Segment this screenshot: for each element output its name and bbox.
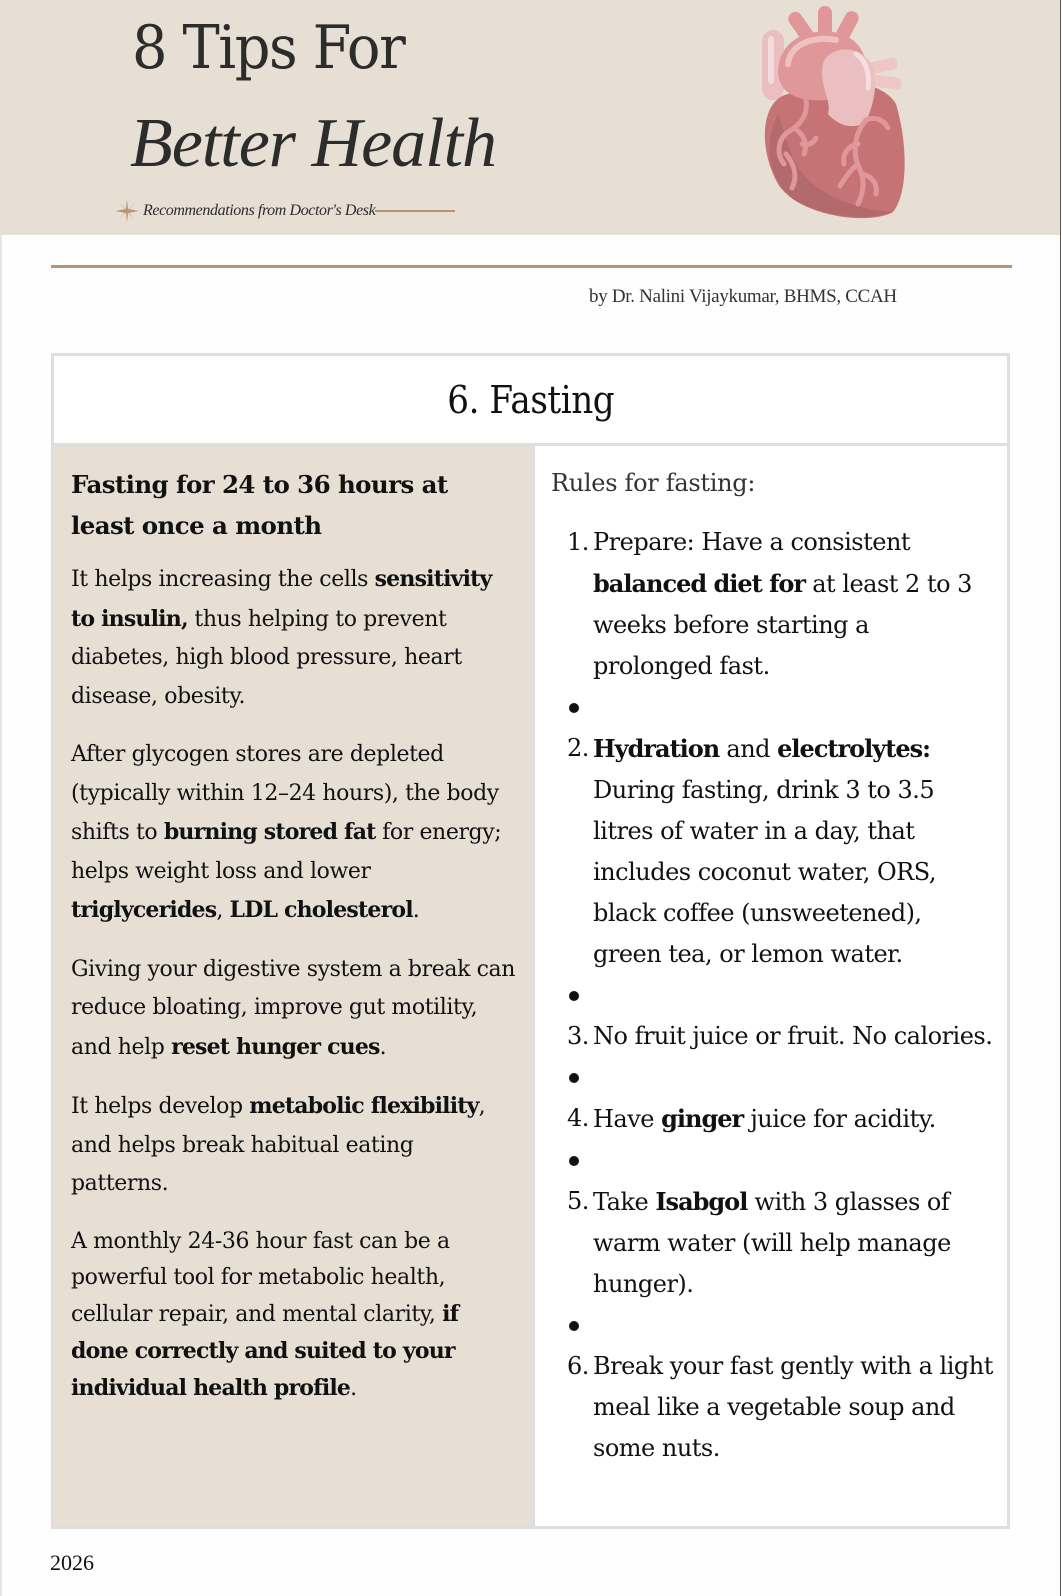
benefits-column: [54, 446, 535, 1526]
body-text: Break your fast gently with a light meal like a vegetable soup and some nuts.: [593, 1352, 993, 1462]
bullet-dot-icon: [569, 703, 579, 713]
body-text: .: [412, 898, 420, 923]
heart-illustration-icon: [758, 4, 918, 226]
author-byline: by Dr. Nalini Vijaykumar, BHMS, CCAH: [589, 286, 897, 307]
empty-bullet: [551, 975, 993, 1016]
emphasis-text: if done correctly and suited to your individual health profile: [71, 1300, 459, 1401]
emphasis-text: sensitivity to insulin,: [71, 566, 492, 632]
rule-number: [551, 1181, 593, 1305]
rule-number: [551, 1016, 593, 1057]
subtitle-row: [114, 197, 455, 225]
body-text: It helps develop: [71, 1094, 250, 1119]
body-text: .: [379, 1034, 387, 1060]
benefit-paragraphs: [71, 560, 516, 1407]
title-line-1: 8 Tips For: [132, 13, 405, 83]
rule-number: [551, 728, 593, 975]
body-text: , and helps break habitual eating patterns.: [71, 1094, 486, 1196]
rule-number-label: 6.: [567, 1352, 589, 1380]
body-text: juice for acidity.: [743, 1105, 936, 1133]
emphasis-text: burning stored fat: [163, 819, 376, 845]
tip-card: [51, 353, 1010, 1529]
empty-bullet: [551, 1140, 993, 1181]
header-banner: [0, 0, 1061, 235]
body-text: for energy; helps weight loss and lower: [71, 820, 502, 884]
emphasis-text: electrolytes:: [777, 734, 930, 763]
body-text: During fasting, drink 3 to 3.5 litres of water in a day, that includes coconut water, ORS, black coffee (unsweetened), green tea, or lemon water.: [593, 776, 936, 968]
rule-text: [593, 728, 993, 975]
body-text: .: [350, 1375, 357, 1401]
rule-item: [551, 522, 993, 687]
body-text: A monthly 24-36 hour fast can be a powerful tool for metabolic health, cellular repair, and mental clarity,: [71, 1228, 450, 1327]
rule-text: [593, 1346, 993, 1469]
rules-heading: Rules for fasting:: [551, 469, 756, 497]
rules-column: [535, 446, 1007, 1526]
body-text: Take: [593, 1188, 656, 1216]
rule-text: [593, 1016, 993, 1057]
rule-text: [593, 522, 993, 687]
emphasis-text: ginger: [661, 1104, 744, 1133]
emphasis-text: reset hunger cues: [171, 1033, 380, 1060]
rule-number-label: 3.: [567, 1022, 589, 1050]
rule-item: [551, 728, 993, 975]
benefit-paragraph: [71, 736, 516, 931]
empty-bullet: [551, 1057, 993, 1098]
emphasis-text: triglycerides: [71, 897, 217, 923]
emphasis-text: metabolic flexibility: [249, 1093, 479, 1119]
emphasis-text: LDL cholesterol: [229, 897, 413, 923]
body-text: with 3 glasses of warm water (will help manage hunger).: [593, 1188, 951, 1298]
footer-year: 2026: [50, 1550, 94, 1575]
benefit-paragraph: [71, 560, 516, 716]
rule-number-label: 2.: [567, 734, 589, 762]
sparkle-star-icon: [114, 198, 140, 224]
rule-number-label: 4.: [567, 1104, 589, 1132]
rule-item: [551, 1098, 993, 1140]
card-header: [54, 356, 1007, 446]
body-text: It helps increasing the cells: [71, 567, 375, 592]
emphasis-text: balanced diet for: [593, 569, 806, 598]
rule-text: [593, 1098, 993, 1140]
card-title: 6. Fasting: [447, 377, 614, 422]
subtitle: Recommendations from Doctor's Desk: [143, 202, 376, 219]
body-text: Have: [593, 1105, 662, 1133]
emphasis-text: Hydration: [593, 734, 720, 763]
rule-number: [551, 522, 593, 687]
bullet-dot-icon: [569, 1321, 579, 1331]
bullet-dot-icon: [569, 1073, 579, 1083]
body-text: thus helping to prevent diabetes, high blood pressure, heart disease, obesity.: [71, 606, 462, 709]
lead-heading: Fasting for 24 to 36 hours at least once a month: [71, 470, 448, 540]
subtitle-rule: [375, 210, 455, 212]
divider-rule: [51, 265, 1012, 268]
emphasis-text: Isabgol: [655, 1187, 748, 1216]
benefit-paragraph: [71, 1224, 516, 1407]
body-text: Prepare: Have a consistent: [593, 528, 911, 556]
body-text: at least 2 to 3 weeks before starting a prolonged fast.: [593, 570, 972, 680]
body-text: No fruit juice or fruit. No calories.: [593, 1022, 993, 1050]
bullet-dot-icon: [569, 1156, 579, 1166]
rule-item: [551, 1346, 993, 1469]
rule-item: [551, 1016, 993, 1057]
page-right-border: [1060, 0, 1061, 1596]
rule-item: [551, 1181, 993, 1305]
rules-list: [551, 522, 993, 1469]
benefit-paragraph: [71, 951, 516, 1068]
rule-number-label: 5.: [567, 1187, 589, 1215]
empty-bullet: [551, 687, 993, 728]
title-line-2: Better Health: [130, 105, 497, 182]
body-text: Giving your digestive system a break can reduce bloating, improve gut motility, and help: [71, 956, 516, 1060]
card-body: [54, 446, 1007, 1526]
body-text: and: [719, 735, 778, 763]
rule-number-label: 1.: [567, 528, 589, 556]
rule-number: [551, 1346, 593, 1469]
benefit-paragraph: [71, 1087, 516, 1204]
page-left-border: [0, 0, 2, 1596]
body-text: After glycogen stores are depleted (typically within 12–24 hours), the body shifts to: [71, 742, 499, 845]
rule-number: [551, 1098, 593, 1140]
bullet-dot-icon: [569, 991, 579, 1001]
rule-text: [593, 1181, 993, 1305]
body-text: ,: [216, 898, 230, 923]
empty-bullet: [551, 1305, 993, 1346]
